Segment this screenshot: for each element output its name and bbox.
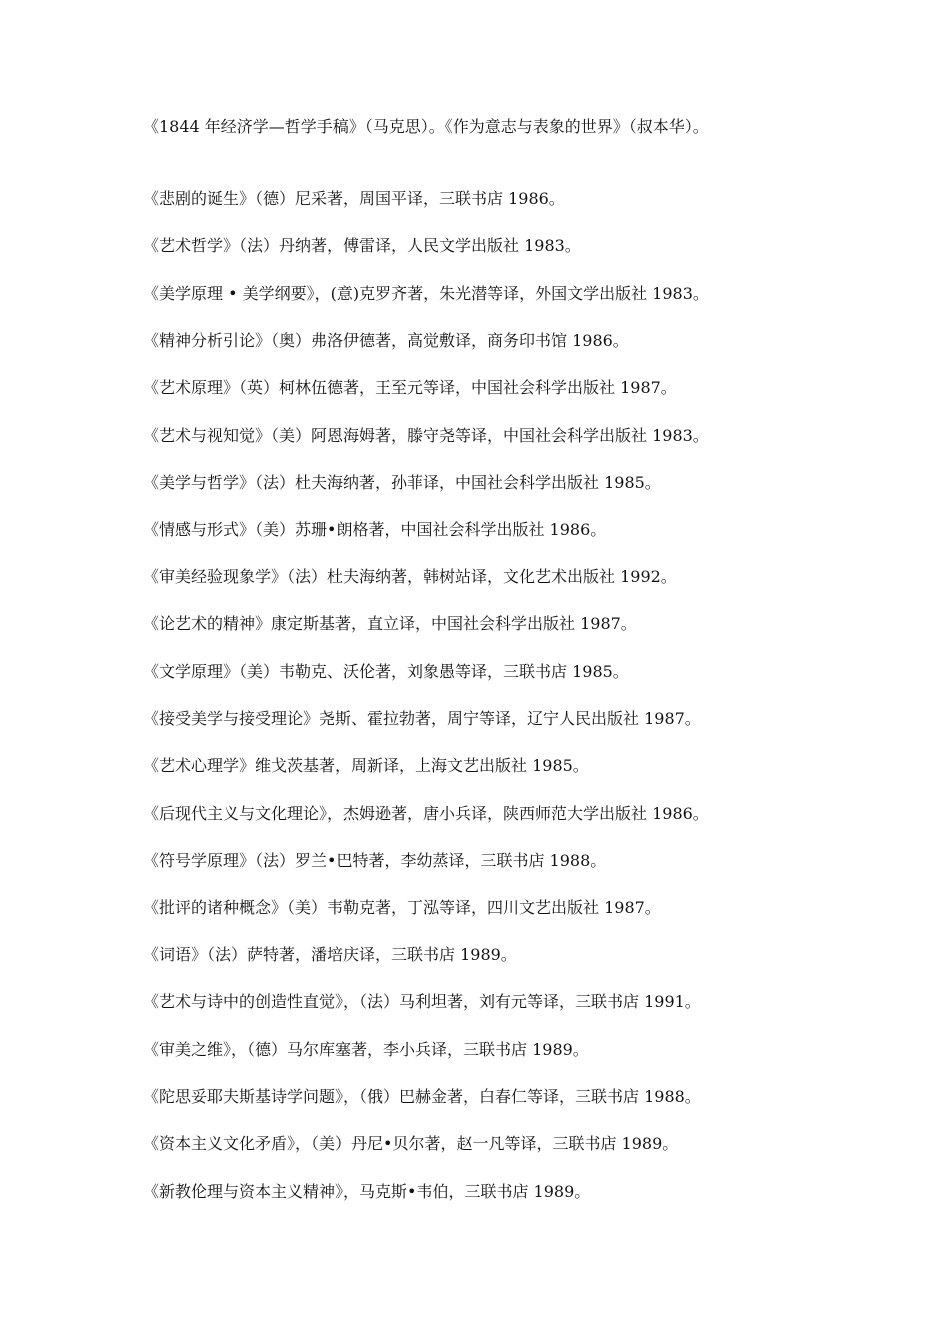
reference-entry: 《符号学原理》（法）罗兰•巴特著，李幼蒸译，三联书店 1988。 [143,851,607,870]
reference-entry: 《新教伦理与资本主义精神》，马克斯•韦伯，三联书店 1989。 [143,1182,591,1201]
reference-entry: 《艺术与诗中的创造性直觉》，（法）马利坦著，刘有元等译，三联书店 1991。 [143,992,701,1011]
reference-entry: 《论艺术的精神》康定斯基著，直立译，中国社会科学出版社 1987。 [143,614,637,633]
reference-entry: 《艺术原理》（英）柯林伍德著，王至元等译，中国社会科学出版社 1987。 [143,378,677,397]
reference-entry: 《艺术心理学》维戈茨基著，周新译，上海文艺出版社 1985。 [143,756,589,775]
reference-entry: 《接受美学与接受理论》尧斯、霍拉勃著，周宁等译，辽宁人民出版社 1987。 [143,709,701,728]
reference-entry: 《文学原理》（美）韦勒克、沃伦著，刘象愚等译，三联书店 1985。 [143,662,629,681]
reference-entry: 《1844 年经济学—哲学手稿》（马克思）。《作为意志与表象的世界》（叔本华）。 [143,117,709,136]
reference-entry: 《美学与哲学》（法）杜夫海纳著，孙菲译，中国社会科学出版社 1985。 [143,473,661,492]
reference-entry: 《资本主义文化矛盾》，（美）丹尼•贝尔著，赵一凡等译，三联书店 1989。 [143,1134,679,1153]
reference-entry: 《艺术哲学》（法）丹纳著，傅雷译，人民文学出版社 1983。 [143,236,581,255]
reference-entry: 《批评的诸种概念》（美）韦勒克著，丁泓等译，四川文艺出版社 1987。 [143,898,661,917]
reference-entry: 《词语》（法）萨特著，潘培庆译，三联书店 1989。 [143,945,517,964]
reference-entry: 《后现代主义与文化理论》，杰姆逊著，唐小兵译，陕西师范大学出版社 1986。 [143,804,709,823]
reference-entry: 《美学原理 • 美学纲要》，(意)克罗齐著，朱光潜等译，外国文学出版社 1983。 [143,284,709,303]
reference-entry: 《精神分析引论》（奥）弗洛伊德著，高觉敷译，商务印书馆 1986。 [143,331,629,350]
reference-entry: 《情感与形式》（美）苏珊•朗格著，中国社会科学出版社 1986。 [143,520,607,539]
reference-entry: 《审美经验现象学》（法）杜夫海纳著，韩树站译，文化艺术出版社 1992。 [143,567,677,586]
reference-entry: 《陀思妥耶夫斯基诗学问题》，（俄）巴赫金著，白春仁等译，三联书店 1988。 [143,1087,701,1106]
reference-entry: 《审美之维》，（德）马尔库塞著，李小兵译，三联书店 1989。 [143,1040,589,1059]
reference-entry: 《艺术与视知觉》（美）阿恩海姆著，滕守尧等译，中国社会科学出版社 1983。 [143,426,709,445]
reference-entry: 《悲剧的诞生》（德）尼采著，周国平译，三联书店 1986。 [143,189,565,208]
